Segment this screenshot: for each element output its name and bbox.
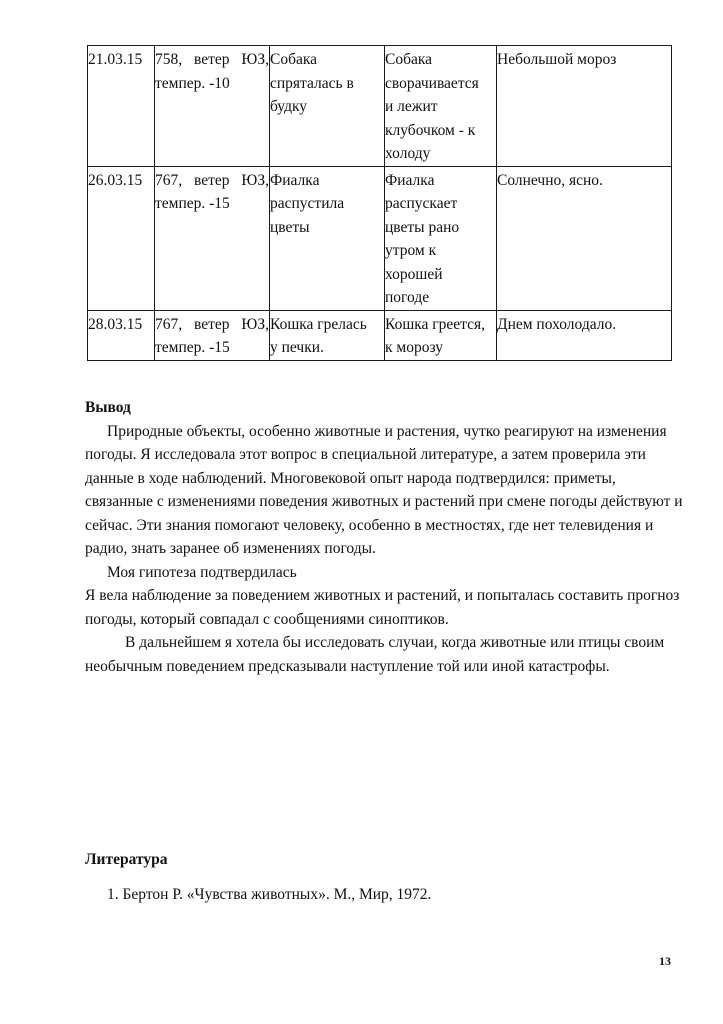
conclusion-heading: Вывод xyxy=(85,399,131,416)
cell-line: спряталась в xyxy=(270,74,354,92)
cell-line: темпер. -15 xyxy=(155,195,230,212)
cell-line: Кошка грелась xyxy=(270,315,367,333)
date-cell xyxy=(88,46,155,167)
cell-line: Кошка греется, xyxy=(385,315,486,333)
cell-line: 767, ветер ЮЗ, xyxy=(155,171,269,189)
date-text: 28.03.15 xyxy=(88,315,143,333)
cell-line: 767, ветер ЮЗ, xyxy=(155,315,269,333)
observation-cell xyxy=(270,46,385,167)
cell-line: холоду xyxy=(385,145,431,162)
sign-cell xyxy=(385,166,497,310)
cell-line: распускает xyxy=(385,195,458,212)
date-cell xyxy=(88,310,155,360)
cell-line: темпер. -10 xyxy=(155,74,230,92)
cell-line: к морозу xyxy=(385,339,444,356)
cell-line: Собака xyxy=(385,51,433,68)
weather-cell xyxy=(497,46,672,167)
cell-line: утром к xyxy=(385,242,437,259)
page-number: 13 xyxy=(659,954,671,968)
date-text: 26.03.15 xyxy=(88,171,143,189)
cell-line: у печки. xyxy=(270,339,324,356)
table-row xyxy=(88,46,672,167)
pressure-cell xyxy=(155,310,270,360)
pressure-cell xyxy=(155,166,270,310)
conclusion-section xyxy=(85,396,685,678)
cell-line: распустила xyxy=(270,195,345,212)
cell-line: цветы рано xyxy=(385,218,460,236)
cell-line: будку xyxy=(270,98,308,115)
weather-cell xyxy=(497,166,672,310)
cell-line: Фиалка xyxy=(270,171,320,189)
cell-line: Собака xyxy=(270,51,318,68)
pressure-cell xyxy=(155,46,270,167)
cell-line: погоде xyxy=(385,289,430,306)
weather-text: Солнечно, ясно. xyxy=(497,171,603,189)
future-research: В дальнейшем я хотела бы исследовать случаи, когда животные или птицы своим необычным поведением предсказывали наступление той или иной катастрофы. xyxy=(85,634,665,675)
cell-line: 758, ветер ЮЗ, xyxy=(155,51,269,68)
observation-summary: Я вела наблюдение за поведением животных и растений, и попыталась составить прогноз погоды, который совпадал с сообщениями синоптиков. xyxy=(85,587,680,628)
cell-line: хорошей xyxy=(385,265,443,283)
cell-line: цветы xyxy=(270,218,310,236)
weather-cell xyxy=(497,310,672,360)
hypothesis-line: Моя гипотеза подтвердилась xyxy=(107,563,297,581)
weather-text: Небольшой мороз xyxy=(497,51,617,68)
conclusion-paragraph: Природные объекты, особенно животные и растения, чутко реагируют на изменения погоды. Я исследовала этот вопрос в специальной литературе, а затем проверила эти данные в ходе наблюдений. Многовековой опыт народа подтвердился: приметы, связанные с изменениями поведения животных и растений при смене погоды действуют и сейчас. Эти знания помогают человеку, особенно в местностях, где нет телевидения и радио, знать заранее об изменениях погоды. xyxy=(85,422,683,557)
observation-cell xyxy=(270,310,385,360)
cell-line: клубочком - к xyxy=(385,121,476,139)
cell-line: сворачивается xyxy=(385,74,479,92)
sign-cell xyxy=(385,310,497,360)
literature-section xyxy=(85,848,685,872)
date-cell xyxy=(88,166,155,310)
literature-heading: Литература xyxy=(85,851,168,868)
observation-table xyxy=(87,45,672,361)
observation-cell xyxy=(270,166,385,310)
literature-item: 1. Бертон Р. «Чувства животных». М., Мир, 1972. xyxy=(107,886,432,903)
date-text: 21.03.15 xyxy=(88,51,143,68)
cell-line: темпер. -15 xyxy=(155,339,230,356)
cell-line: Фиалка xyxy=(385,171,435,189)
weather-text: Днем похолодало. xyxy=(497,315,617,333)
table-row xyxy=(88,310,672,360)
cell-line: и лежит xyxy=(385,98,438,115)
sign-cell xyxy=(385,46,497,167)
table-row xyxy=(88,166,672,310)
